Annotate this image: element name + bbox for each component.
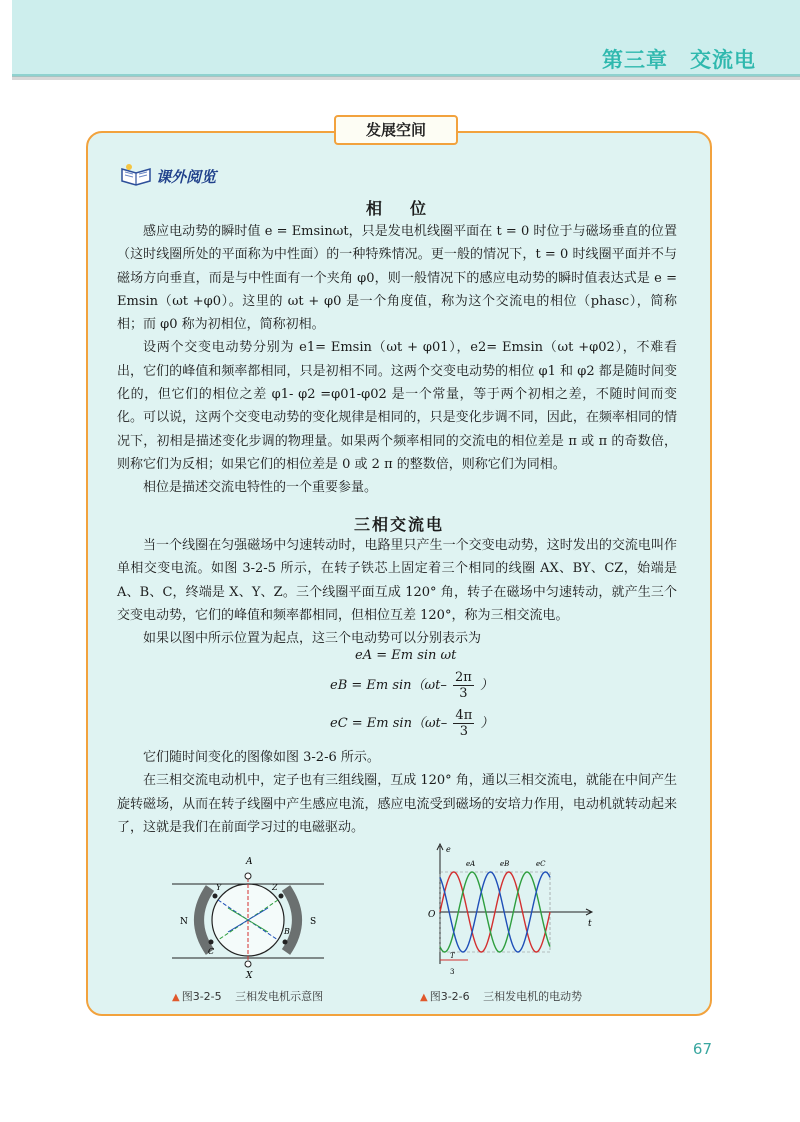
page-number: 67 bbox=[692, 1040, 712, 1058]
section1-text bbox=[117, 220, 677, 500]
eB-label: eB bbox=[500, 860, 510, 868]
label-S: S bbox=[310, 917, 317, 927]
section-title-phase: 相 位 bbox=[365, 199, 432, 218]
fraction: $\frac{4\pi}{3}$ bbox=[455, 708, 473, 739]
equation-eC: eC = Em sin（ωt– $\frac{4\pi}{3}$ ） bbox=[330, 708, 494, 739]
paragraph: 它们随时间变化的图像如图 3-2-6 所示。 bbox=[143, 750, 380, 765]
paragraph: 相位是描述交流电特性的一个重要参量。 bbox=[143, 480, 378, 496]
paragraph: 感应电动势的瞬时值 e = Emsinωt，只是发电机线圈平面在 t = 0 时位于与磁场垂直的位置（这时线圈所处的平面称为中性面）的一种特殊情况。更一般的情况下，t = 0 时线圈平面并不与磁场方向垂直，而是与中性面有一个夹角 φ0，则一般情况下的感应电动势的瞬时值表达式是 e = Emsin（ωt +φ0）。这里的 ωt + φ0 是一个角度值，称为这个交流电的相位（phasc），简称相；而 φ0 称为初相位，简称初相。 bbox=[117, 224, 677, 333]
triangle-icon: ▲ bbox=[420, 992, 428, 1003]
origin-label: O bbox=[428, 910, 436, 920]
header-shadow bbox=[12, 76, 800, 80]
section2-text-after bbox=[117, 746, 677, 839]
axis-e-label: e bbox=[446, 845, 451, 854]
reading-label: 课外阅览 bbox=[120, 160, 216, 192]
label-B: B bbox=[284, 927, 290, 936]
eA-label: eA bbox=[466, 860, 476, 868]
axis-t-label: t bbox=[588, 919, 592, 929]
figure1-caption: ▲ 图3-2-5 三相发电机示意图 bbox=[172, 990, 324, 1003]
label-A: A bbox=[246, 857, 253, 867]
paragraph: 在三相交流电动机中，定子也有三组线圈，互成 120° 角，通以三相交流电，就能在中间产生旋转磁场，从而在转子线圈中产生感应电流，感应电流受到磁场的安培力作用，电动机就转动起来了，这就是我们在前面学习过的电磁驱动。 bbox=[117, 773, 677, 835]
paragraph: 设两个交变电动势分别为 e1= Emsin（ωt + φ01），e2= Emsin（ωt +φ02），不难看出，它们的峰值和频率都相同，只是初相不同。这两个交变电动势的相位 φ1 和 φ2 都是随时间变化的，但它们的相位之差 φ1- φ2 =φ01-φ02 是一个常量，等于两个初相之差，不随时间而变化。可以说，这两个交变电动势的变化规律是相同的，只是变化步调不同，因此，在频率相同的情况下，初相是描述变化步调的物理量。如果两个频率相同的交流电的相位差是 π 或 π 的奇数倍，则称它们为反相；如果它们的相位差是 0 或 2 π 的整数倍，则称它们为同相。 bbox=[117, 340, 677, 472]
label-C: C bbox=[208, 947, 215, 956]
generator-diagram bbox=[168, 848, 328, 980]
book-icon bbox=[120, 163, 152, 189]
label-Z: Z bbox=[272, 883, 278, 892]
paragraph: 当一个线圈在匀强磁场中匀速转动时，电路里只产生一个交变电动势，这时发出的交流电叫作单相交变电流。如图 3-2-5 所示，在转子铁芯上固定着三个相同的线圈 AX、BY、CZ，始端是 A、B、C，终端是 X、Y、Z。三个线圈平面互成 120° 角，转子在磁场中匀速转动，就产生三个交变电动势，它们的峰值和频率都相同，但相位互差 120°，称为三相交流电。 bbox=[117, 538, 677, 623]
label-X: X bbox=[246, 971, 253, 980]
section-title-three-phase: 三相交流电 bbox=[353, 515, 444, 534]
eC-label: eC bbox=[536, 860, 546, 868]
period-T-label: T bbox=[450, 952, 455, 960]
equation-eA: eA = Em sin ωt bbox=[355, 648, 457, 663]
three-phase-chart bbox=[420, 840, 600, 980]
period-den-label: 3 bbox=[450, 968, 455, 976]
fraction: $\frac{2\pi}{3}$ bbox=[455, 670, 472, 701]
figure2-caption: ▲ 图3-2-6 三相发电机的电动势 bbox=[420, 990, 583, 1003]
triangle-icon: ▲ bbox=[172, 992, 180, 1003]
paragraph: 如果以图中所示位置为起点，这三个电动势可以分别表示为 bbox=[143, 631, 482, 647]
section2-text bbox=[117, 534, 677, 650]
panel-tab-label: 发展空间 bbox=[334, 115, 458, 145]
chapter-title: 第三章 交流电 bbox=[602, 48, 756, 72]
label-Y: Y bbox=[216, 883, 222, 892]
label-N: N bbox=[180, 917, 188, 927]
equation-eB: eB = Em sin（ωt– $\frac{2\pi}{3}$ ） bbox=[330, 670, 494, 701]
